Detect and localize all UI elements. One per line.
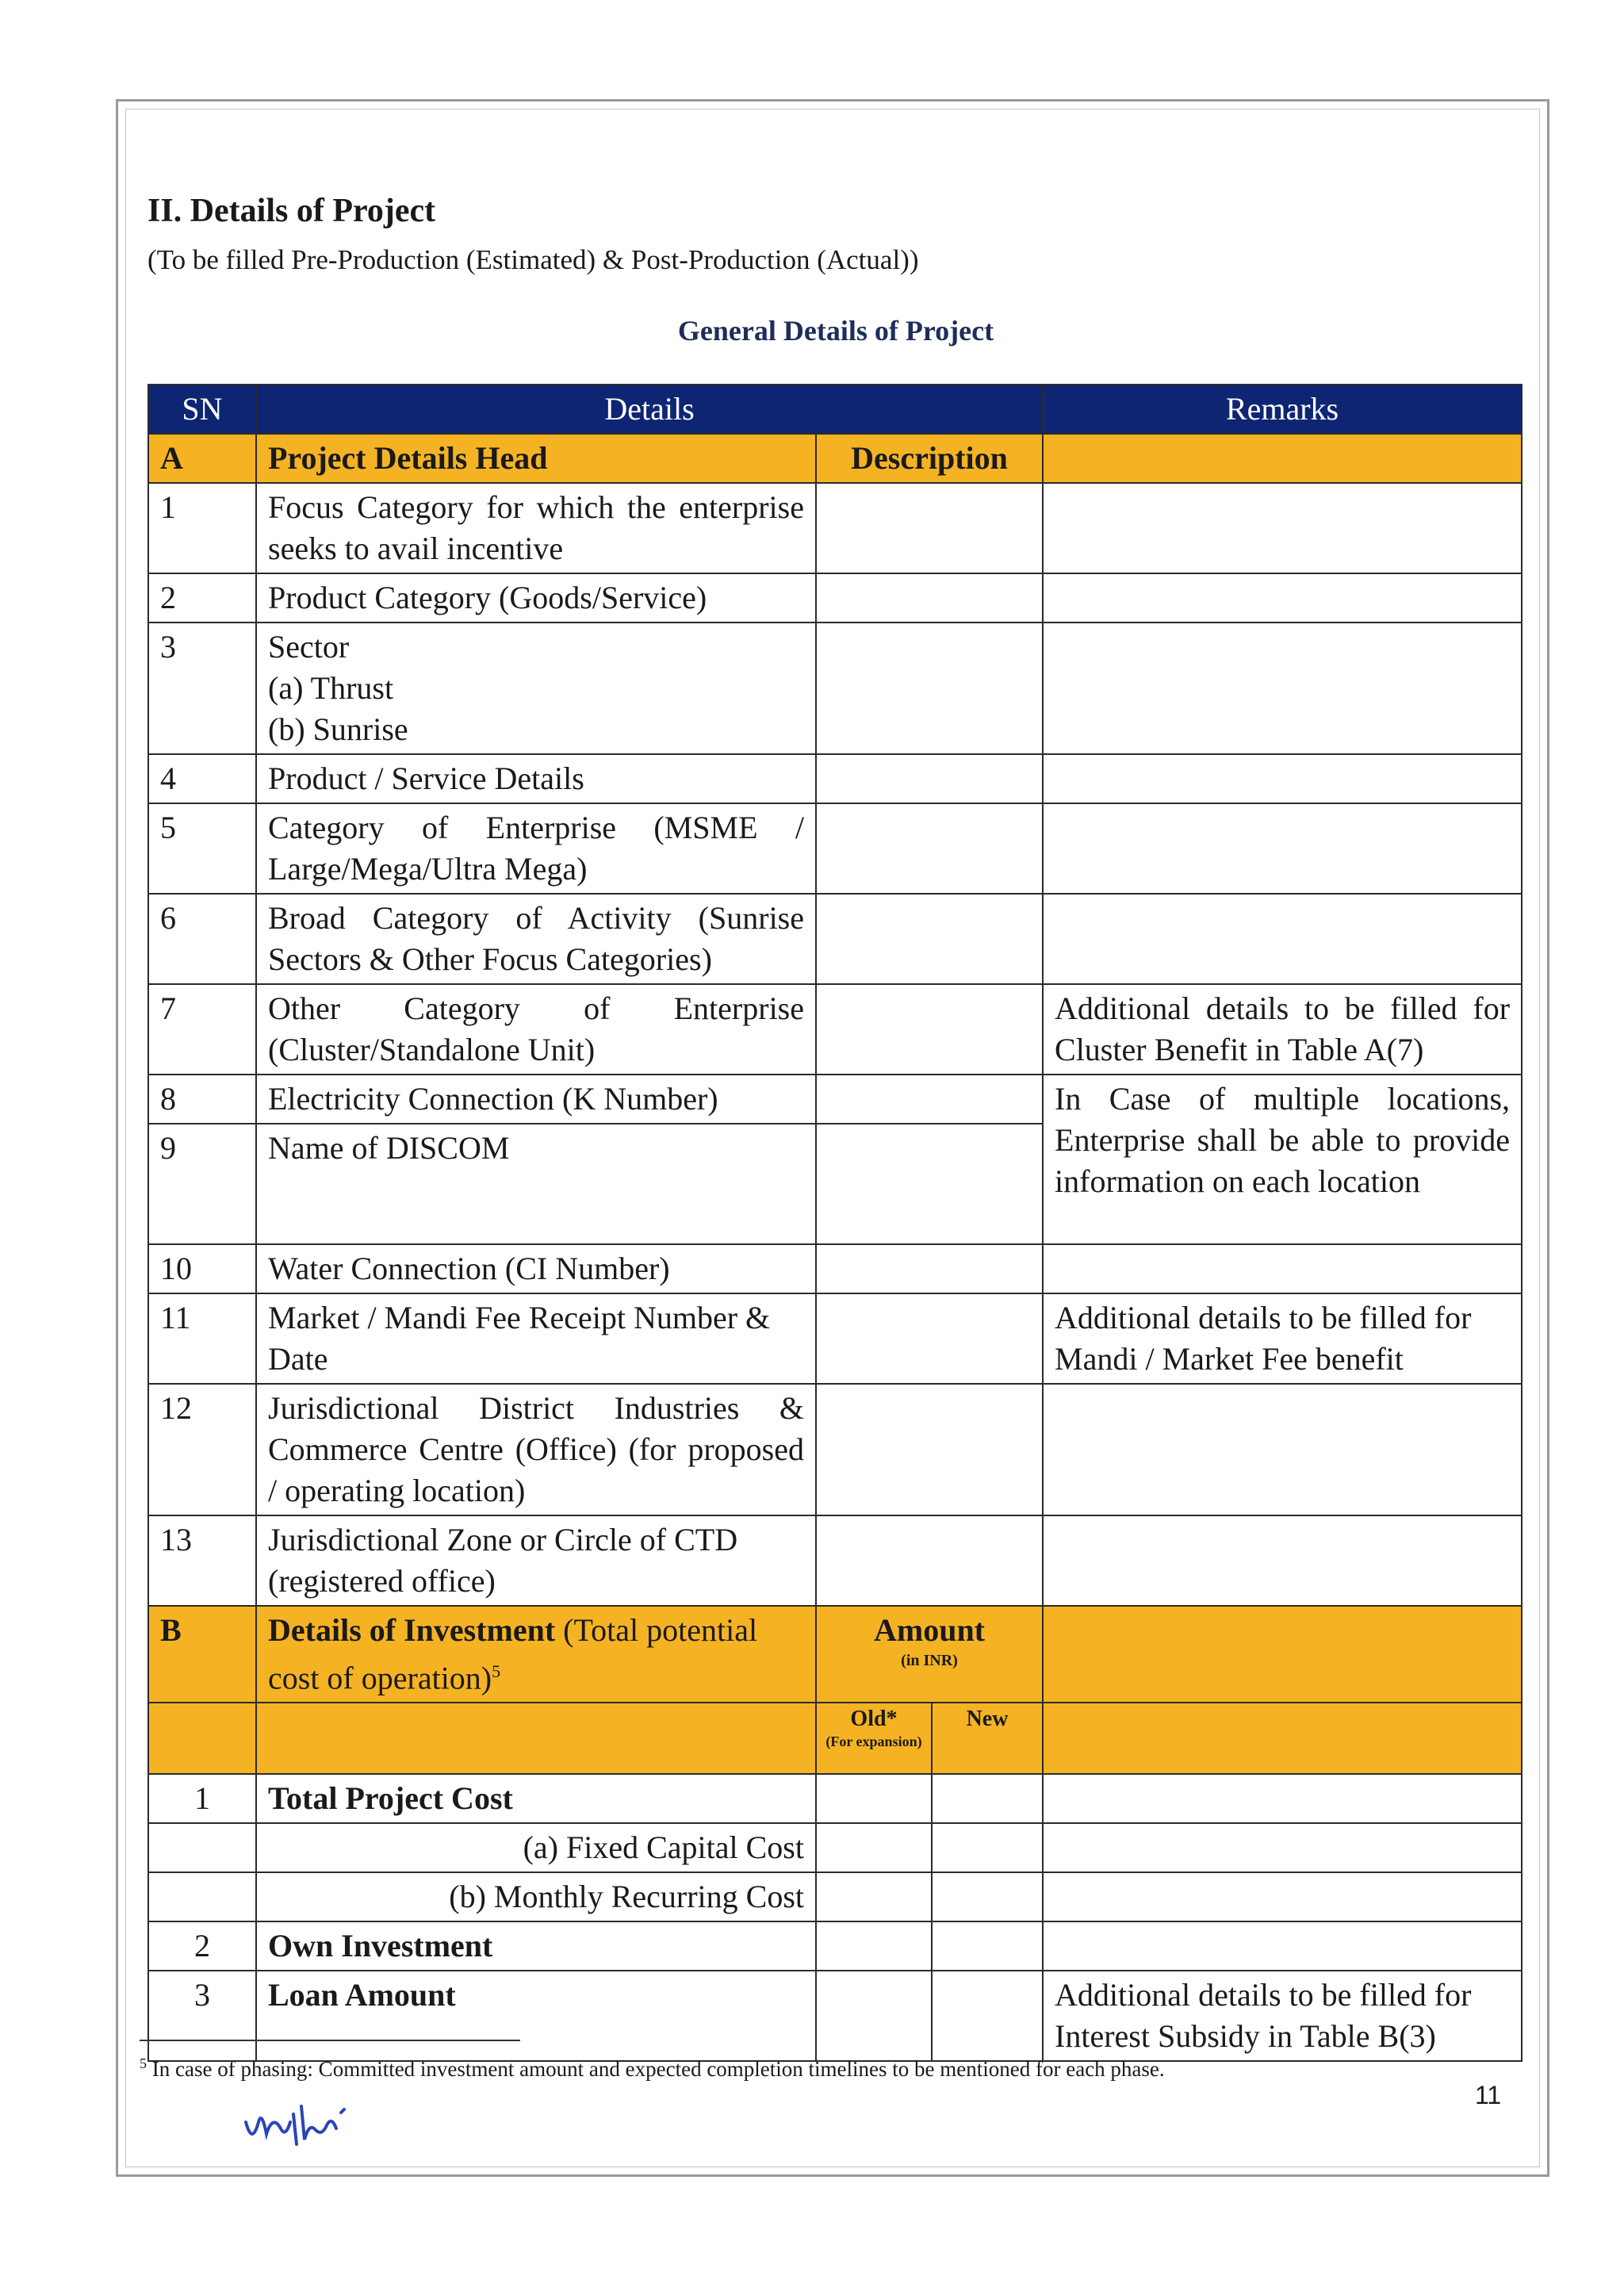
description-cell[interactable] — [816, 894, 1043, 984]
section-b-remarks — [1043, 1606, 1522, 1703]
table-row: 3 Sector (a) Thrust (b) Sunrise — [148, 623, 1522, 754]
description-cell[interactable] — [816, 1075, 1043, 1124]
amount-label: Amount — [873, 1612, 986, 1648]
old-amount-cell[interactable] — [816, 1921, 932, 1971]
description-cell[interactable] — [816, 483, 1043, 573]
header-sn: SN — [148, 385, 256, 434]
remarks-cell — [1043, 573, 1522, 623]
table-row: 8 Electricity Connection (K Number) In Case of multiple locations, Enterprise shall be able to provide information on each location — [148, 1075, 1522, 1124]
section-subtitle: (To be filled Pre-Production (Estimated) & Post-Production (Actual)) — [147, 244, 919, 275]
description-cell[interactable] — [816, 1384, 1043, 1515]
section-b-row — [148, 1606, 1522, 1703]
section-a-remarks — [1043, 434, 1522, 483]
new-amount-cell[interactable] — [932, 1971, 1043, 2061]
table-row: (a) Fixed Capital Cost — [148, 1823, 1522, 1872]
description-cell[interactable] — [816, 1515, 1043, 1606]
footnote-rule — [140, 2040, 520, 2041]
new-amount-cell[interactable] — [932, 1921, 1043, 1971]
remarks-cell: Additional details to be filled for Interest Subsidy in Table B(3) — [1043, 1971, 1522, 2061]
table-row: 6 Broad Category of Activity (Sunrise Sectors & Other Focus Categories) — [148, 894, 1522, 984]
section-a-sn: A — [148, 434, 256, 483]
table-row: 4 Product / Service Details — [148, 754, 1522, 803]
description-cell[interactable] — [816, 754, 1043, 803]
table-row: 5 Category of Enterprise (MSME / Large/Mega/Ultra Mega) — [148, 803, 1522, 894]
new-amount-cell[interactable] — [932, 1774, 1043, 1823]
table-row: 7 Other Category of Enterprise (Cluster/Standalone Unit) Additional details to be filled for Cluster Benefit in Table A(7) — [148, 984, 1522, 1075]
table-row: 2 Product Category (Goods/Service) — [148, 573, 1522, 623]
remarks-cell — [1043, 1515, 1522, 1606]
section-b-head-note: (Total potential cost of operation) — [268, 1612, 758, 1696]
section-a-description: Description — [816, 434, 1043, 483]
table-row: 11 Market / Mandi Fee Receipt Number & Date Additional details to be filled for Mandi / Market Fee benefit — [148, 1293, 1522, 1384]
header-remarks: Remarks — [1043, 385, 1522, 434]
description-cell[interactable] — [816, 803, 1043, 894]
remarks-cell — [1043, 754, 1522, 803]
old-amount-cell[interactable] — [816, 1823, 932, 1872]
table-row: 10 Water Connection (CI Number) — [148, 1244, 1522, 1293]
old-label: Old* — [850, 1707, 898, 1732]
table-row: 1 Total Project Cost — [148, 1774, 1522, 1823]
remarks-cell: In Case of multiple locations, Enterprise shall be able to provide information on each location — [1043, 1075, 1522, 1244]
table-row: 3 Loan Amount Additional details to be filled for Interest Subsidy in Table B(3) — [148, 1971, 1522, 2061]
new-amount-cell[interactable] — [932, 1823, 1043, 1872]
table-header-row — [148, 385, 1522, 434]
remarks-cell — [1043, 1244, 1522, 1293]
description-cell[interactable] — [816, 573, 1043, 623]
remarks-cell — [1043, 894, 1522, 984]
remarks-cell — [1043, 483, 1522, 573]
remarks-cell: Additional details to be filled for Cluster Benefit in Table A(7) — [1043, 984, 1522, 1075]
table-row: (b) Monthly Recurring Cost — [148, 1872, 1522, 1921]
amount-unit: (in INR) — [901, 1652, 958, 1669]
footnote-number: 5 — [140, 2055, 147, 2071]
new-label: New — [932, 1703, 1043, 1774]
remarks-cell — [1043, 1872, 1522, 1921]
old-amount-cell[interactable] — [816, 1872, 932, 1921]
new-amount-cell[interactable] — [932, 1872, 1043, 1921]
table-row: 12 Jurisdictional District Industries & Commerce Centre (Office) (for proposed / operating location) — [148, 1384, 1522, 1515]
old-amount-cell[interactable] — [816, 1971, 932, 2061]
description-cell[interactable] — [816, 623, 1043, 754]
table-row: 9 Name of DISCOM — [148, 1124, 1522, 1244]
remarks-cell — [1043, 623, 1522, 754]
description-cell[interactable] — [816, 984, 1043, 1075]
old-amount-cell[interactable] — [816, 1774, 932, 1823]
header-details: Details — [256, 385, 1043, 434]
section-title: II. Details of Project — [147, 193, 436, 229]
remarks-cell — [1043, 803, 1522, 894]
table-row: 2 Own Investment — [148, 1921, 1522, 1971]
remarks-cell — [1043, 1774, 1522, 1823]
section-a-row — [148, 434, 1522, 483]
section-a-head: Project Details Head — [256, 434, 816, 483]
old-note: (For expansion) — [825, 1734, 922, 1750]
description-cell[interactable] — [816, 1293, 1043, 1384]
table-title: General Details of Project — [677, 315, 994, 347]
footnote-ref: 5 — [492, 1661, 501, 1681]
remarks-cell — [1043, 1921, 1522, 1971]
page-number: 11 — [1475, 2081, 1502, 2109]
remarks-cell — [1043, 1384, 1522, 1515]
project-details-table — [147, 384, 1522, 2062]
description-cell[interactable] — [816, 1244, 1043, 1293]
footnote — [140, 2055, 1165, 2082]
description-cell[interactable] — [816, 1124, 1043, 1244]
remarks-cell — [1043, 1823, 1522, 1872]
remarks-cell: Additional details to be filled for Mandi / Market Fee benefit — [1043, 1293, 1522, 1384]
section-b-head: Details of Investment — [268, 1612, 556, 1648]
table-row: 13 Jurisdictional Zone or Circle of CTD (registered office) — [148, 1515, 1522, 1606]
table-row: 1 Focus Category for which the enterprise seeks to avail incentive — [148, 483, 1522, 573]
section-b-subheader-row — [148, 1703, 1522, 1774]
signature-mark — [238, 2090, 396, 2154]
section-b-sn: B — [148, 1606, 256, 1703]
footnote-text: In case of phasing: Committed investment amount and expected completion timelines to be mentioned for each phase. — [151, 2057, 1165, 2081]
